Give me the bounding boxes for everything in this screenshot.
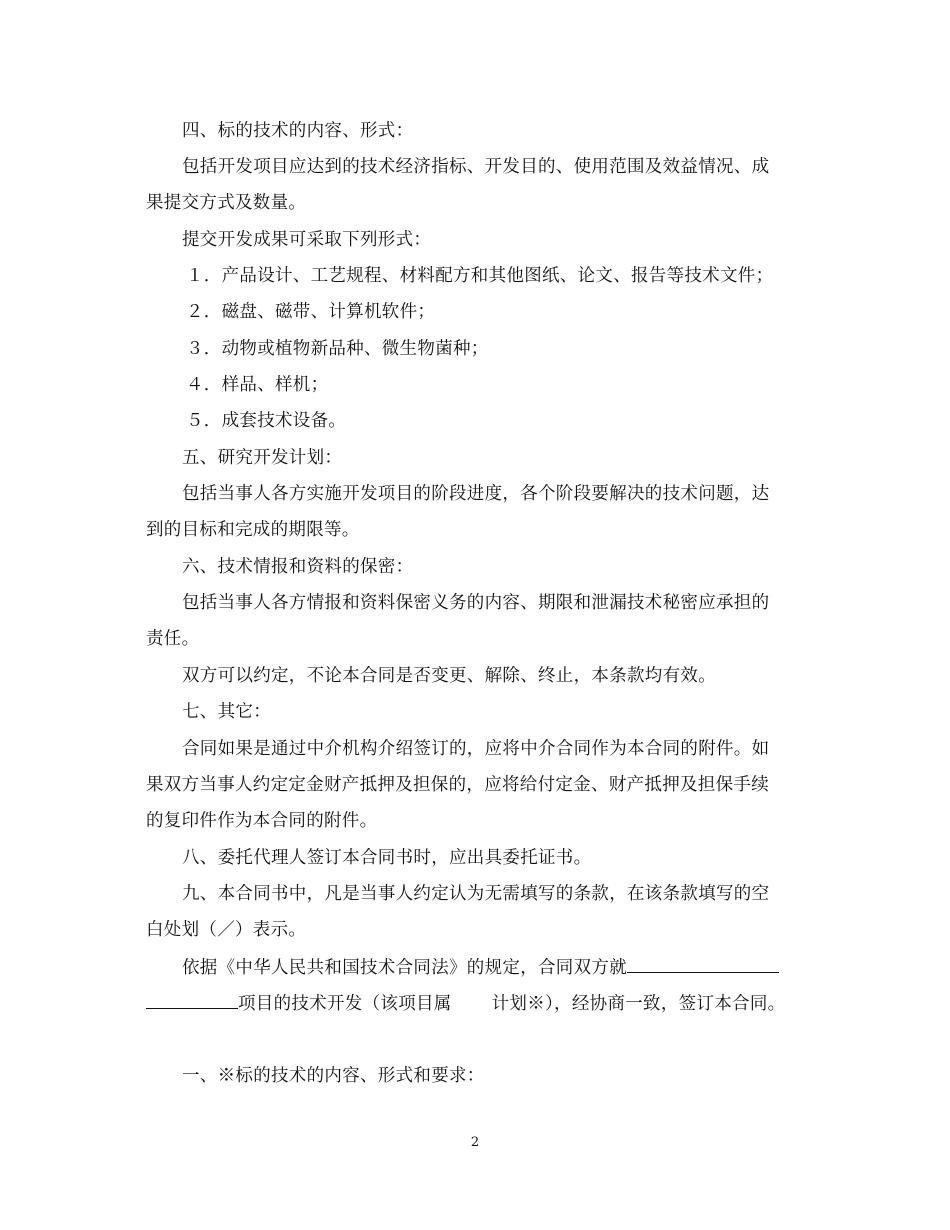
paragraph-line: 提交开发成果可采取下列形式：	[182, 230, 432, 250]
section-heading-9: 九、本合同书中，凡是当事人约定认为无需填写的条款，在该条款填写的空	[182, 884, 770, 904]
list-item: ２．磁盘、磁带、计算机软件；	[186, 302, 436, 322]
fill-in-blank	[627, 955, 779, 973]
paragraph-line: 果双方当事人约定定金财产抵押及担保的，应将给付定金、财产抵押及担保手续	[146, 775, 769, 795]
section-heading-6: 六、技术情报和资料的保密：	[182, 557, 414, 577]
section-heading-5: 五、研究开发计划：	[182, 448, 343, 468]
paragraph-text: 计划※），经协商一致，签订本合同。	[491, 994, 786, 1014]
paragraph-text: 依据《中华人民共和国技术合同法》的规定，合同双方就	[182, 958, 627, 978]
paragraph-text: 项目的技术开发（该项目属	[238, 994, 452, 1014]
paragraph-line	[182, 955, 779, 980]
paragraph-line: 包括当事人各方情报和资料保密义务的内容、期限和泄漏技术秘密应承担的	[182, 593, 770, 613]
page-number: 2	[470, 1135, 480, 1150]
paragraph-line: 白处划（／）表示。	[146, 920, 307, 940]
section-heading-8: 八、委托代理人签订本合同书时，应出具委托证书。	[182, 848, 592, 868]
paragraph-line: 合同如果是通过中介机构介绍签订的，应将中介合同作为本合同的附件。如	[182, 739, 770, 759]
paragraph-line: 双方可以约定，不论本合同是否变更、解除、终止，本条款均有效。	[182, 666, 716, 686]
paragraph-line: 到的目标和完成的期限等。	[146, 520, 360, 540]
section-heading-1: 一、※标的技术的内容、形式和要求：	[182, 1066, 485, 1086]
section-heading-4: 四、标的技术的内容、形式：	[182, 121, 414, 141]
paragraph-line	[146, 991, 785, 1016]
fill-in-blank	[146, 991, 238, 1009]
list-item: ５．成套技术设备。	[186, 411, 347, 431]
paragraph-line: 包括当事人各方实施开发项目的阶段进度，各个阶段要解决的技术问题，达	[182, 484, 770, 504]
list-item: ４．样品、样机；	[186, 375, 329, 395]
paragraph-line: 责任。	[146, 629, 200, 649]
paragraph-line: 的复印件作为本合同的附件。	[146, 811, 378, 831]
section-heading-7: 七、其它：	[182, 702, 271, 722]
paragraph-line: 包括开发项目应达到的技术经济指标、开发目的、使用范围及效益情况、成	[182, 157, 770, 177]
list-item: １．产品设计、工艺规程、材料配方和其他图纸、论文、报告等技术文件；	[186, 266, 774, 286]
paragraph-line: 果提交方式及数量。	[146, 193, 307, 213]
list-item: ３．动物或植物新品种、微生物菌种；	[186, 339, 489, 359]
